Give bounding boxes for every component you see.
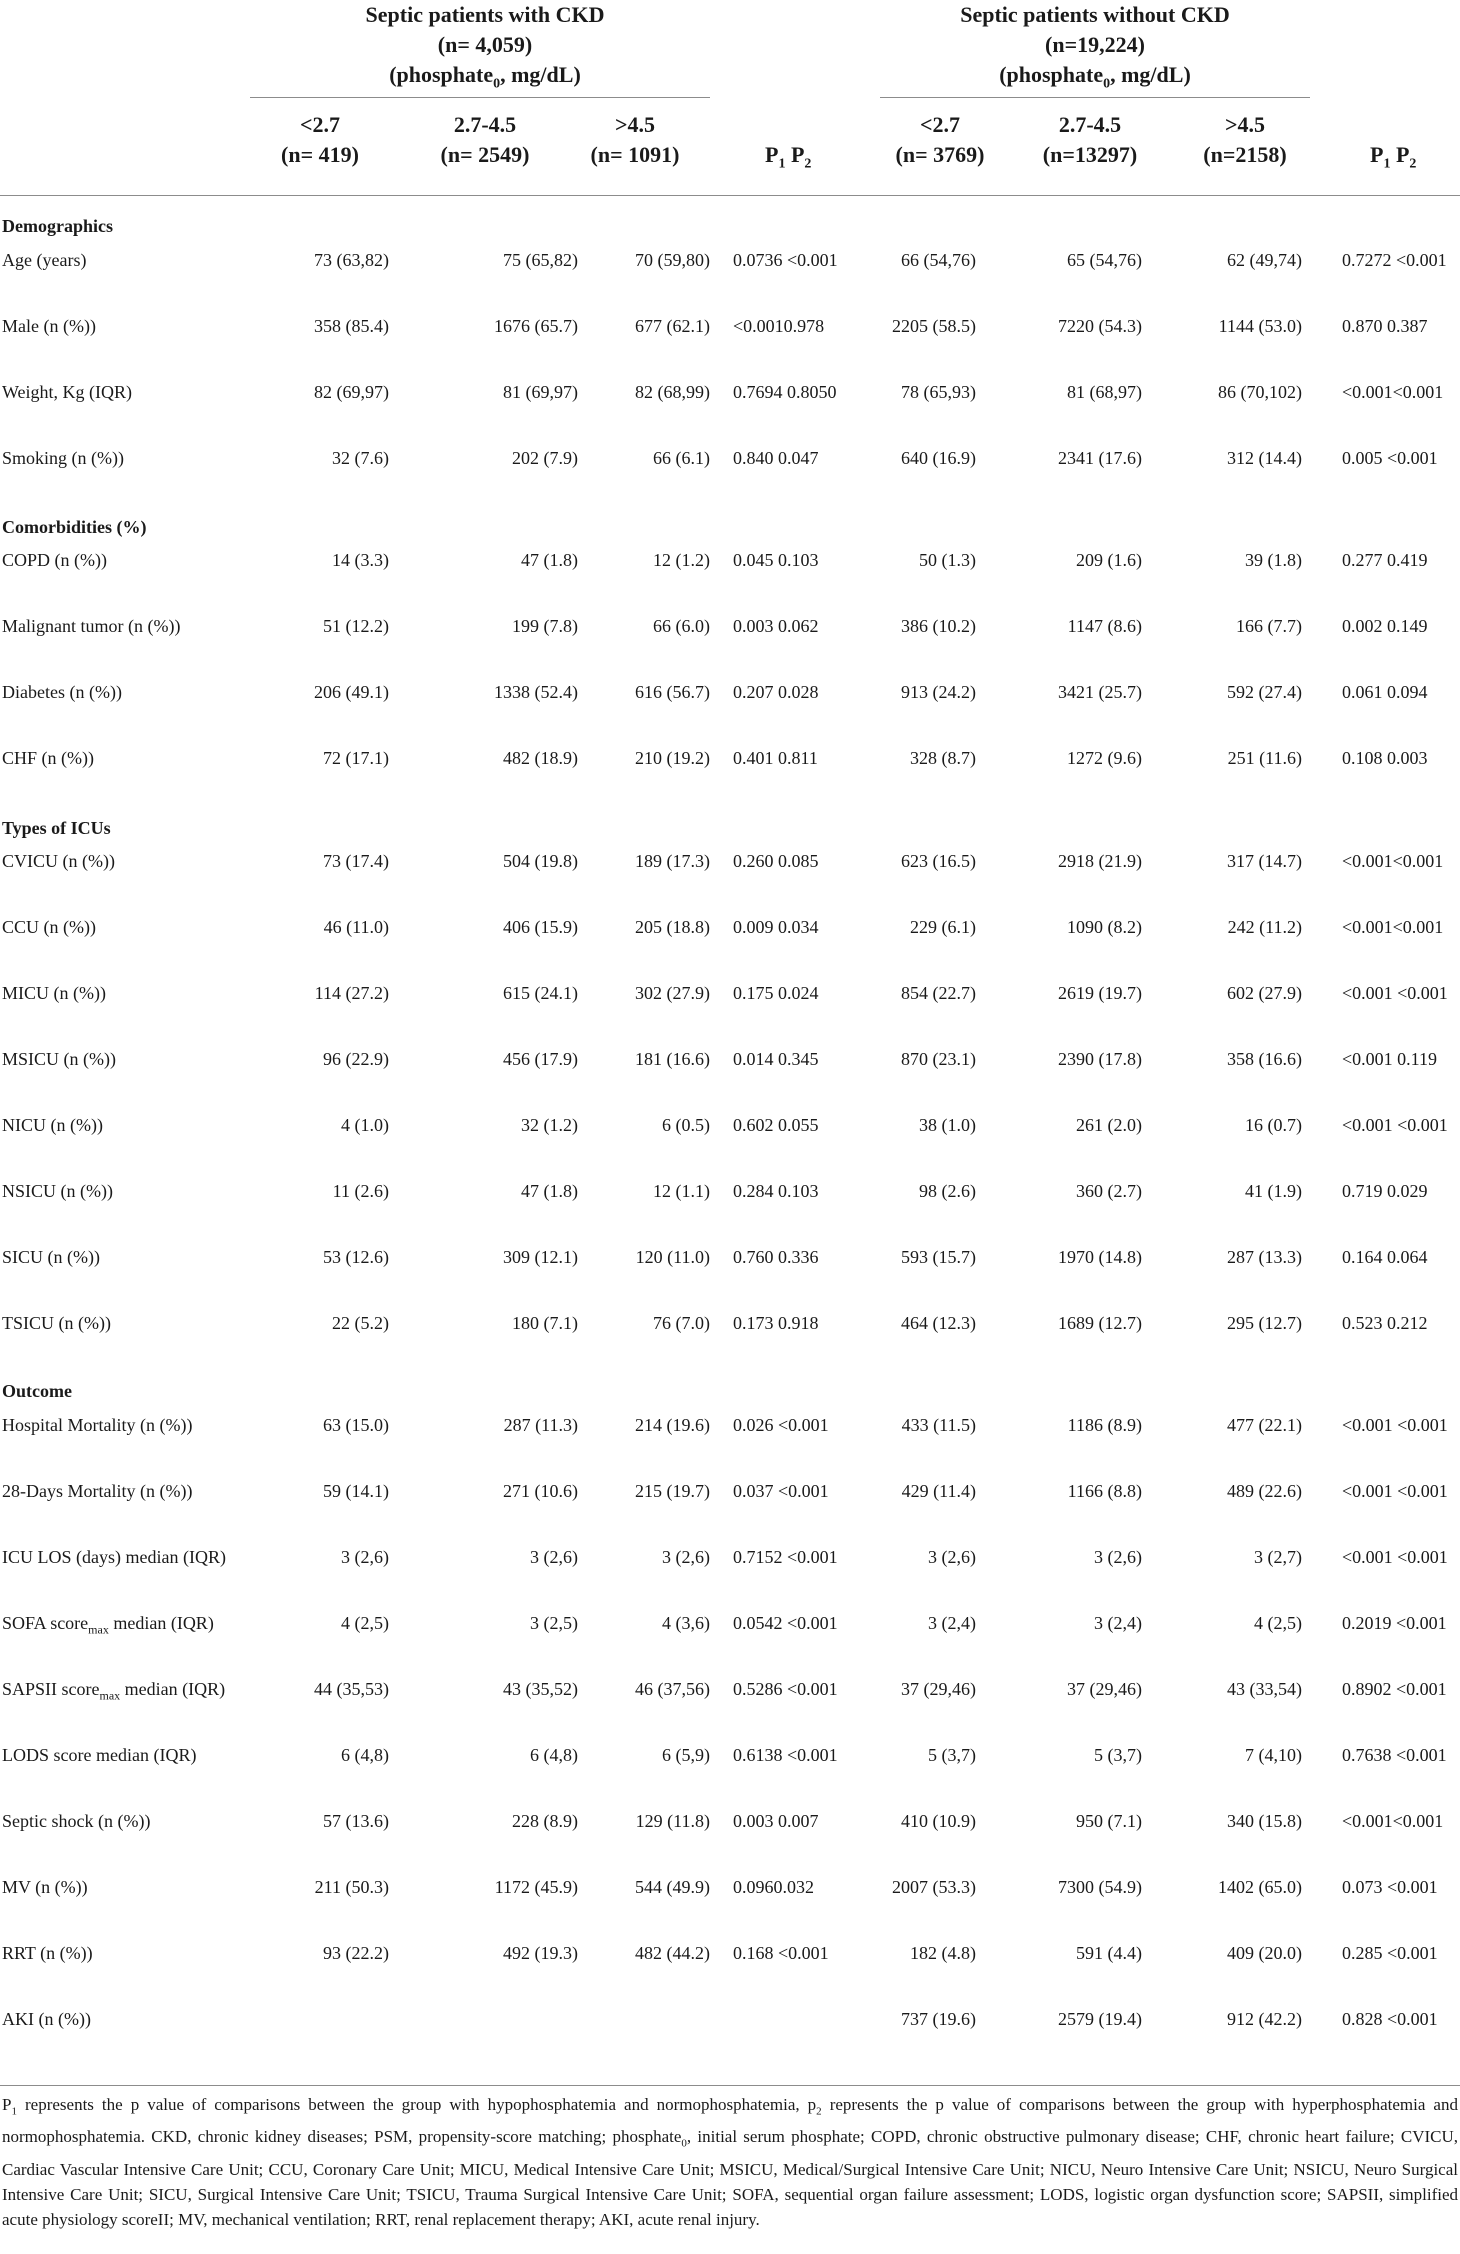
ckd-p-values: 0.840 0.047 <box>733 448 819 468</box>
col-header-ckd-normal: 2.7-4.5 (n= 2549) <box>440 112 530 167</box>
ckd-high-value: 616 (56.7) <box>635 682 710 702</box>
row-label: Male (n (%)) <box>2 316 96 336</box>
no-ckd-low-value: 66 (54,76) <box>901 250 976 270</box>
no-ckd-low-value: 593 (15.7) <box>901 1247 976 1267</box>
no-ckd-p-values: 0.8902 <0.001 <box>1342 1679 1447 1699</box>
ckd-normal-value: 180 (7.1) <box>512 1313 578 1333</box>
row-label: TSICU (n (%)) <box>2 1313 111 1333</box>
section-outcome: Outcome <box>2 1381 72 1401</box>
row-label: AKI (n (%)) <box>2 2009 91 2029</box>
ckd-low-value: 22 (5.2) <box>332 1313 389 1333</box>
table-footnote: $P_1$ represents the p value of comparisons between the group with hypophosphatemia and normophosphatemia, $p_2$ represents the p value of comparisons between the group with hyperphosphatemia and normophosphatemia. CKD, chronic kidney diseases; PSM, propensity-score matching; phosphate$_0$, initial serum phosphate; COPD, chronic obstructive pulmonary disease; CHF, chronic heart failure; CVICU, Cardiac Vascular Intensive Care Unit; CCU, Coronary Care Unit; MICU, Medical Intensive Care Unit; MSICU, Medical/Surgical Intensive Care Unit; NICU, Neuro Intensive Care Unit; NSICU, Neuro Surgical Intensive Care Unit; SICU, Surgical Intensive Care Unit; TSICU, Trauma Surgical Intensive Care Unit; SOFA, sequential organ failure assessment; LODS, logistic organ dysfunction score; SAPSII, simplified acute physiology scoreII; MV, mechanical ventilation; RRT, renal replacement therapy; AKI, acute renal injury. <box>2 2095 1458 2229</box>
no-ckd-normal-value: 7220 (54.3) <box>1058 316 1142 336</box>
no-ckd-p-values: 0.164 0.064 <box>1342 1247 1428 1267</box>
row-label: NSICU (n (%)) <box>2 1181 113 1201</box>
row-label: CVICU (n (%)) <box>2 851 115 871</box>
group-rule-ckd <box>250 97 710 98</box>
col-header-ckd-high: >4.5 (n= 1091) <box>590 112 680 167</box>
row-label: MSICU (n (%)) <box>2 1049 116 1069</box>
ckd-normal-value: 482 (18.9) <box>503 748 578 768</box>
no-ckd-low-value: 854 (22.7) <box>901 983 976 1003</box>
no-ckd-normal-value: 1186 (8.9) <box>1067 1415 1142 1435</box>
ckd-low-value: 51 (12.2) <box>323 616 389 636</box>
ckd-high-value: 129 (11.8) <box>635 1811 710 1831</box>
ckd-low-value: 3 (2,6) <box>341 1547 389 1567</box>
group-title-ckd: Septic patients with CKD <box>365 2 605 27</box>
no-ckd-normal-value: 2918 (21.9) <box>1058 851 1142 871</box>
no-ckd-high-value: 43 (33,54) <box>1227 1679 1302 1699</box>
ckd-p-values: 0.401 0.811 <box>733 748 818 768</box>
ckd-low-value: 44 (35,53) <box>314 1679 389 1699</box>
ckd-normal-value: 199 (7.8) <box>512 616 578 636</box>
no-ckd-low-value: 98 (2.6) <box>919 1181 976 1201</box>
no-ckd-high-value: 477 (22.1) <box>1227 1415 1302 1435</box>
ckd-high-value: 3 (2,6) <box>662 1547 710 1567</box>
no-ckd-p-values: <0.001<0.001 <box>1342 917 1444 937</box>
ckd-low-value: 114 (27.2) <box>314 983 389 1003</box>
ckd-normal-value: 309 (12.1) <box>503 1247 578 1267</box>
no-ckd-low-value: 3 (2,4) <box>928 1613 976 1633</box>
no-ckd-high-value: 409 (20.0) <box>1227 1943 1302 1963</box>
no-ckd-p-values: 0.005 <0.001 <box>1342 448 1438 468</box>
row-label: SICU (n (%)) <box>2 1247 100 1267</box>
section-demographics: Demographics <box>2 216 113 236</box>
ckd-high-value: 214 (19.6) <box>635 1415 710 1435</box>
no-ckd-low-value: 182 (4.8) <box>910 1943 976 1963</box>
no-ckd-normal-value: 81 (68,97) <box>1067 382 1142 402</box>
no-ckd-p-values: 0.523 0.212 <box>1342 1313 1428 1333</box>
no-ckd-low-value: 433 (11.5) <box>901 1415 976 1435</box>
no-ckd-normal-value: 1689 (12.7) <box>1058 1313 1142 1333</box>
ckd-p-values: 0.037 <0.001 <box>733 1481 829 1501</box>
ckd-high-value: 677 (62.1) <box>635 316 710 336</box>
no-ckd-high-value: 358 (16.6) <box>1227 1049 1302 1069</box>
ckd-low-value: 93 (22.2) <box>323 1943 389 1963</box>
no-ckd-high-value: 602 (27.9) <box>1227 983 1302 1003</box>
row-label: LODS score median (IQR) <box>2 1745 197 1765</box>
row-label: Age (years) <box>2 250 87 270</box>
no-ckd-normal-value: 1090 (8.2) <box>1067 917 1142 937</box>
ckd-high-value: 181 (16.6) <box>635 1049 710 1069</box>
no-ckd-low-value: 464 (12.3) <box>901 1313 976 1333</box>
no-ckd-normal-value: 1147 (8.6) <box>1067 616 1142 636</box>
ckd-p-values: 0.5286 <0.001 <box>733 1679 838 1699</box>
ckd-low-value: 4 (1.0) <box>341 1115 389 1135</box>
no-ckd-normal-value: 2341 (17.6) <box>1058 448 1142 468</box>
ckd-normal-value: 6 (4,8) <box>530 1745 578 1765</box>
no-ckd-low-value: 410 (10.9) <box>901 1811 976 1831</box>
ckd-low-value: 82 (69,97) <box>314 382 389 402</box>
group-title-no-ckd: Septic patients without CKD <box>960 2 1230 27</box>
group-header-no-ckd <box>880 0 1310 99</box>
no-ckd-low-value: 429 (11.4) <box>901 1481 976 1501</box>
group-phosphate-ckd: (phosphate$_0$, mg/dL) <box>389 62 581 92</box>
ckd-p-values: 0.003 0.062 <box>733 616 819 636</box>
ckd-p-values: 0.7152 <0.001 <box>733 1547 838 1567</box>
no-ckd-normal-value: 591 (4.4) <box>1076 1943 1142 1963</box>
no-ckd-high-value: 1144 (53.0) <box>1218 316 1302 336</box>
no-ckd-high-value: 340 (15.8) <box>1227 1811 1302 1831</box>
no-ckd-high-value: 317 (14.7) <box>1227 851 1302 871</box>
no-ckd-normal-value: 950 (7.1) <box>1076 1811 1142 1831</box>
no-ckd-high-value: 62 (49,74) <box>1227 250 1302 270</box>
ckd-low-value: 46 (11.0) <box>323 917 389 937</box>
ckd-normal-value: 47 (1.8) <box>521 550 578 570</box>
no-ckd-high-value: 1402 (65.0) <box>1218 1877 1302 1897</box>
row-label: 28-Days Mortality (n (%)) <box>2 1481 193 1501</box>
ckd-low-value: 73 (17.4) <box>323 851 389 871</box>
ckd-p-values: <0.0010.978 <box>733 316 825 336</box>
ckd-normal-value: 43 (35,52) <box>503 1679 578 1699</box>
no-ckd-low-value: 78 (65,93) <box>901 382 976 402</box>
ckd-p-values: 0.207 0.028 <box>733 682 819 702</box>
ckd-p-values: 0.045 0.103 <box>733 550 819 570</box>
ckd-high-value: 120 (11.0) <box>635 1247 710 1267</box>
no-ckd-high-value: 41 (1.9) <box>1245 1181 1302 1201</box>
no-ckd-low-value: 2205 (58.5) <box>892 316 976 336</box>
no-ckd-p-values: 0.108 0.003 <box>1342 748 1428 768</box>
col-header-ckd-low: <2.7 (n= 419) <box>281 112 359 167</box>
ckd-p-values: 0.009 0.034 <box>733 917 819 937</box>
no-ckd-p-values: 0.719 0.029 <box>1342 1181 1428 1201</box>
ckd-low-value: 32 (7.6) <box>332 448 389 468</box>
no-ckd-p-values: 0.061 0.094 <box>1342 682 1428 702</box>
no-ckd-normal-value: 2390 (17.8) <box>1058 1049 1142 1069</box>
ckd-normal-value: 406 (15.9) <box>503 917 578 937</box>
ckd-low-value: 53 (12.6) <box>323 1247 389 1267</box>
no-ckd-low-value: 737 (19.6) <box>901 2009 976 2029</box>
no-ckd-high-value: 295 (12.7) <box>1227 1313 1302 1333</box>
ckd-normal-value: 504 (19.8) <box>503 851 578 871</box>
no-ckd-high-value: 4 (2,5) <box>1254 1613 1302 1633</box>
ckd-low-value: 73 (63,82) <box>314 250 389 270</box>
no-ckd-p-values: <0.001<0.001 <box>1342 382 1444 402</box>
ckd-low-value: 59 (14.1) <box>323 1481 389 1501</box>
ckd-high-value: 302 (27.9) <box>635 983 710 1003</box>
ckd-high-value: 12 (1.2) <box>653 550 710 570</box>
no-ckd-p-values: <0.001 <0.001 <box>1342 983 1448 1003</box>
no-ckd-p-values: <0.001 <0.001 <box>1342 1547 1448 1567</box>
ckd-normal-value: 75 (65,82) <box>503 250 578 270</box>
row-label: CCU (n (%)) <box>2 917 96 937</box>
ckd-high-value: 82 (68,99) <box>635 382 710 402</box>
ckd-normal-value: 81 (69,97) <box>503 382 578 402</box>
no-ckd-normal-value: 3 (2,4) <box>1094 1613 1142 1633</box>
group-phosphate-no-ckd: (phosphate$_0$, mg/dL) <box>999 62 1191 92</box>
ckd-p-values: 0.0960.032 <box>733 1877 814 1897</box>
ckd-low-value: 11 (2.6) <box>332 1181 389 1201</box>
ckd-normal-value: 228 (8.9) <box>512 1811 578 1831</box>
no-ckd-normal-value: 209 (1.6) <box>1076 550 1142 570</box>
ckd-normal-value: 3 (2,5) <box>530 1613 578 1633</box>
no-ckd-p-values: 0.073 <0.001 <box>1342 1877 1438 1897</box>
ckd-normal-value: 615 (24.1) <box>503 983 578 1003</box>
no-ckd-low-value: 640 (16.9) <box>901 448 976 468</box>
no-ckd-low-value: 913 (24.2) <box>901 682 976 702</box>
no-ckd-p-values: 0.7272 <0.001 <box>1342 250 1447 270</box>
ckd-high-value: 205 (18.8) <box>635 917 710 937</box>
row-label: NICU (n (%)) <box>2 1115 103 1135</box>
group-header-ckd <box>270 0 700 99</box>
no-ckd-p-values: <0.001 <0.001 <box>1342 1115 1448 1135</box>
row-label: SOFA score$_{max}$ median (IQR) <box>2 1613 214 1637</box>
ckd-low-value: 72 (17.1) <box>323 748 389 768</box>
no-ckd-normal-value: 360 (2.7) <box>1076 1181 1142 1201</box>
no-ckd-low-value: 229 (6.1) <box>910 917 976 937</box>
no-ckd-normal-value: 1970 (14.8) <box>1058 1247 1142 1267</box>
ckd-low-value: 206 (49.1) <box>314 682 389 702</box>
ckd-high-value: 12 (1.1) <box>653 1181 710 1201</box>
no-ckd-p-values: 0.277 0.419 <box>1342 550 1428 570</box>
ckd-high-value: 76 (7.0) <box>653 1313 710 1333</box>
no-ckd-p-values: <0.001 <0.001 <box>1342 1481 1448 1501</box>
ckd-high-value: 6 (0.5) <box>662 1115 710 1135</box>
no-ckd-high-value: 312 (14.4) <box>1227 448 1302 468</box>
no-ckd-high-value: 86 (70,102) <box>1218 382 1302 402</box>
col-header-no-ckd-low: <2.7 (n= 3769) <box>895 112 985 167</box>
ckd-high-value: 4 (3,6) <box>662 1613 710 1633</box>
no-ckd-low-value: 2007 (53.3) <box>892 1877 976 1897</box>
ckd-p-values: 0.0736 <0.001 <box>733 250 838 270</box>
row-label: Hospital Mortality (n (%)) <box>2 1415 193 1435</box>
section-comorbidities: Comorbidities (%) <box>2 517 147 537</box>
col-header-ckd-pvalues: $P_1$ $P_2$ <box>765 142 812 172</box>
ckd-low-value: 4 (2,5) <box>341 1613 389 1633</box>
no-ckd-p-values: 0.828 <0.001 <box>1342 2009 1438 2029</box>
group-rule-no-ckd <box>880 97 1310 98</box>
ckd-p-values: 0.168 <0.001 <box>733 1943 829 1963</box>
no-ckd-high-value: 16 (0.7) <box>1245 1115 1302 1135</box>
ckd-p-values: 0.173 0.918 <box>733 1313 819 1333</box>
section-icu-types: Types of ICUs <box>2 818 111 838</box>
ckd-p-values: 0.026 <0.001 <box>733 1415 829 1435</box>
header-bottom-rule <box>0 195 1460 196</box>
ckd-normal-value: 271 (10.6) <box>503 1481 578 1501</box>
ckd-p-values: 0.260 0.085 <box>733 851 819 871</box>
no-ckd-p-values: <0.001 <0.001 <box>1342 1415 1448 1435</box>
no-ckd-high-value: 287 (13.3) <box>1227 1247 1302 1267</box>
ckd-p-values: 0.175 0.024 <box>733 983 819 1003</box>
no-ckd-p-values: 0.2019 <0.001 <box>1342 1613 1447 1633</box>
ckd-normal-value: 1338 (52.4) <box>494 682 578 702</box>
no-ckd-normal-value: 37 (29,46) <box>1067 1679 1142 1699</box>
ckd-p-values: 0.014 0.345 <box>733 1049 819 1069</box>
ckd-normal-value: 456 (17.9) <box>503 1049 578 1069</box>
ckd-p-values: 0.760 0.336 <box>733 1247 819 1267</box>
no-ckd-normal-value: 261 (2.0) <box>1076 1115 1142 1135</box>
col-header-no-ckd-high: >4.5 (n=2158) <box>1203 112 1287 167</box>
no-ckd-p-values: 0.285 <0.001 <box>1342 1943 1438 1963</box>
ckd-low-value: 57 (13.6) <box>323 1811 389 1831</box>
ckd-p-values: 0.0542 <0.001 <box>733 1613 838 1633</box>
no-ckd-high-value: 3 (2,7) <box>1254 1547 1302 1567</box>
ckd-high-value: 482 (44.2) <box>635 1943 710 1963</box>
row-label: Diabetes (n (%)) <box>2 682 122 702</box>
no-ckd-low-value: 328 (8.7) <box>910 748 976 768</box>
no-ckd-low-value: 38 (1.0) <box>919 1115 976 1135</box>
no-ckd-high-value: 489 (22.6) <box>1227 1481 1302 1501</box>
row-label: Smoking (n (%)) <box>2 448 124 468</box>
ckd-high-value: 6 (5,9) <box>662 1745 710 1765</box>
no-ckd-normal-value: 7300 (54.9) <box>1058 1877 1142 1897</box>
ckd-normal-value: 47 (1.8) <box>521 1181 578 1201</box>
ckd-normal-value: 1172 (45.9) <box>494 1877 578 1897</box>
group-n-no-ckd: (n=19,224) <box>1045 32 1145 57</box>
row-label: RRT (n (%)) <box>2 1943 93 1963</box>
no-ckd-normal-value: 2579 (19.4) <box>1058 2009 1142 2029</box>
no-ckd-low-value: 37 (29,46) <box>901 1679 976 1699</box>
no-ckd-normal-value: 3 (2,6) <box>1094 1547 1142 1567</box>
row-label: MV (n (%)) <box>2 1877 88 1897</box>
no-ckd-normal-value: 3421 (25.7) <box>1058 682 1142 702</box>
no-ckd-p-values: 0.870 0.387 <box>1342 316 1428 336</box>
ckd-p-values: 0.602 0.055 <box>733 1115 819 1135</box>
ckd-high-value: 70 (59,80) <box>635 250 710 270</box>
ckd-low-value: 14 (3.3) <box>332 550 389 570</box>
no-ckd-p-values: <0.001<0.001 <box>1342 1811 1444 1831</box>
no-ckd-low-value: 623 (16.5) <box>901 851 976 871</box>
no-ckd-low-value: 5 (3,7) <box>928 1745 976 1765</box>
no-ckd-p-values: <0.001 0.119 <box>1342 1049 1437 1069</box>
no-ckd-high-value: 251 (11.6) <box>1227 748 1302 768</box>
ckd-p-values: 0.003 0.007 <box>733 1811 819 1831</box>
ckd-low-value: 358 (85.4) <box>314 316 389 336</box>
no-ckd-low-value: 3 (2,6) <box>928 1547 976 1567</box>
ckd-high-value: 544 (49.9) <box>635 1877 710 1897</box>
no-ckd-normal-value: 2619 (19.7) <box>1058 983 1142 1003</box>
no-ckd-p-values: 0.7638 <0.001 <box>1342 1745 1447 1765</box>
no-ckd-high-value: 166 (7.7) <box>1236 616 1302 636</box>
ckd-high-value: 46 (37,56) <box>635 1679 710 1699</box>
row-label: MICU (n (%)) <box>2 983 106 1003</box>
no-ckd-low-value: 870 (23.1) <box>901 1049 976 1069</box>
row-label: SAPSII score$_{max}$ median (IQR) <box>2 1679 226 1703</box>
ckd-p-values: 0.6138 <0.001 <box>733 1745 838 1765</box>
col-header-no-ckd-normal: 2.7-4.5 (n=13297) <box>1042 112 1138 167</box>
ckd-high-value: 189 (17.3) <box>635 851 710 871</box>
no-ckd-high-value: 7 (4,10) <box>1245 1745 1302 1765</box>
no-ckd-normal-value: 65 (54,76) <box>1067 250 1142 270</box>
no-ckd-high-value: 592 (27.4) <box>1227 682 1302 702</box>
ckd-low-value: 96 (22.9) <box>323 1049 389 1069</box>
row-label: COPD (n (%)) <box>2 550 107 570</box>
ckd-p-values: 0.7694 0.8050 <box>733 382 837 402</box>
ckd-high-value: 66 (6.1) <box>653 448 710 468</box>
table-bottom-rule <box>0 2085 1460 2086</box>
row-label: CHF (n (%)) <box>2 748 94 768</box>
ckd-normal-value: 202 (7.9) <box>512 448 578 468</box>
row-label: Septic shock (n (%)) <box>2 1811 151 1831</box>
no-ckd-normal-value: 5 (3,7) <box>1094 1745 1142 1765</box>
no-ckd-high-value: 912 (42.2) <box>1227 2009 1302 2029</box>
ckd-low-value: 63 (15.0) <box>323 1415 389 1435</box>
ckd-low-value: 6 (4,8) <box>341 1745 389 1765</box>
row-label: ICU LOS (days) median (IQR) <box>2 1547 226 1567</box>
no-ckd-high-value: 242 (11.2) <box>1227 917 1302 937</box>
no-ckd-p-values: <0.001<0.001 <box>1342 851 1444 871</box>
row-label: Weight, Kg (IQR) <box>2 382 133 402</box>
ckd-p-values: 0.284 0.103 <box>733 1181 819 1201</box>
ckd-normal-value: 492 (19.3) <box>503 1943 578 1963</box>
no-ckd-low-value: 50 (1.3) <box>919 550 976 570</box>
no-ckd-normal-value: 1166 (8.8) <box>1067 1481 1142 1501</box>
ckd-high-value: 66 (6.0) <box>653 616 710 636</box>
col-header-no-ckd-pvalues: $P_1$ $P_2$ <box>1370 142 1417 172</box>
no-ckd-high-value: 39 (1.8) <box>1245 550 1302 570</box>
ckd-high-value: 210 (19.2) <box>635 748 710 768</box>
ckd-low-value: 211 (50.3) <box>314 1877 389 1897</box>
ckd-normal-value: 32 (1.2) <box>521 1115 578 1135</box>
ckd-normal-value: 287 (11.3) <box>503 1415 578 1435</box>
ckd-normal-value: 1676 (65.7) <box>494 316 578 336</box>
no-ckd-normal-value: 1272 (9.6) <box>1067 748 1142 768</box>
ckd-high-value: 215 (19.7) <box>635 1481 710 1501</box>
no-ckd-low-value: 386 (10.2) <box>901 616 976 636</box>
ckd-normal-value: 3 (2,6) <box>530 1547 578 1567</box>
row-label: Malignant tumor (n (%)) <box>2 616 181 636</box>
no-ckd-p-values: 0.002 0.149 <box>1342 616 1428 636</box>
group-n-ckd: (n= 4,059) <box>437 32 533 57</box>
